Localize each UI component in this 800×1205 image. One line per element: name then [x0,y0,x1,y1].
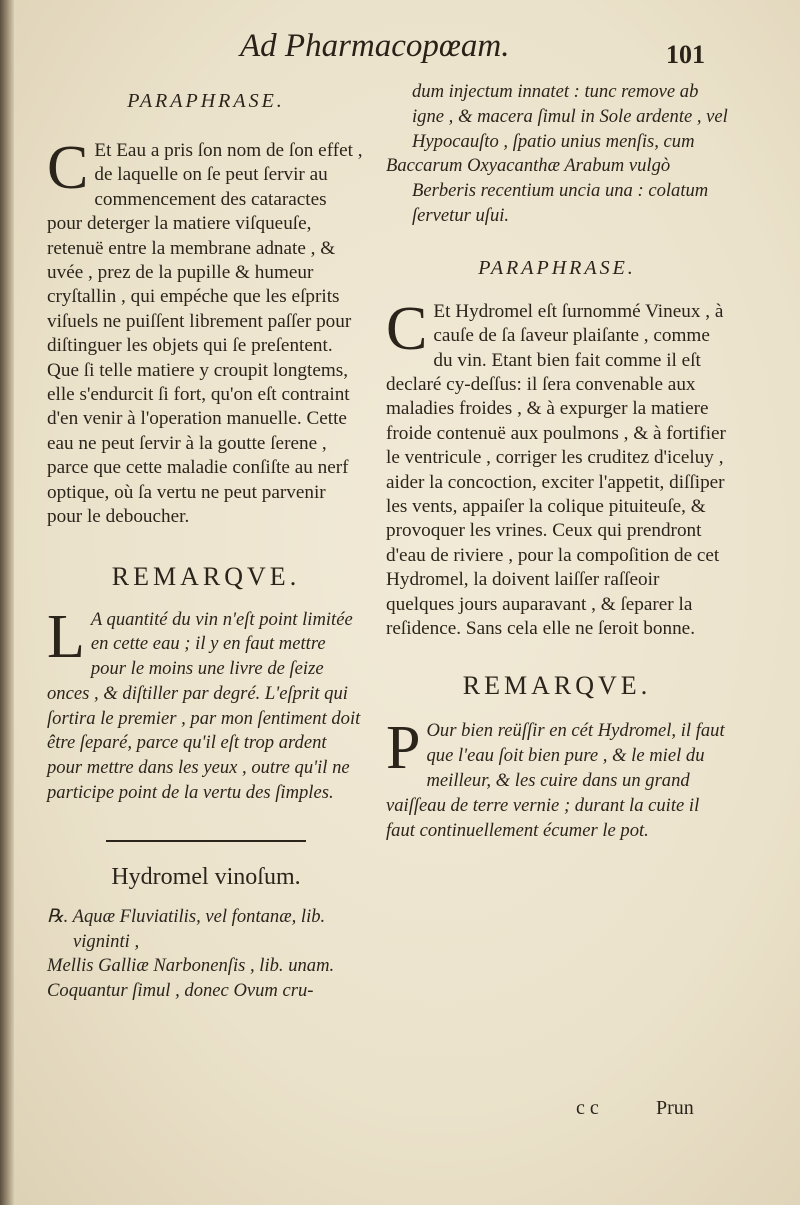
page-number: 101 [666,40,705,69]
paraphrase-text: C Et Hydromel eſt ſurnommé Vineux , à cauſe de ſa ſaveur plaiſante , comme du vin. Etant bien fait comme il eſt declaré cy-deſſus: il ſera convenable aux maladies froides , & à expurger la matiere froide contenuë aux poulmons , & à fortifier le ventricule , corriger les cruditez d'iceluy , aider la concoction, exciter l'appetit, diſſiper les vents, appaiſer la colique pituiteuſe, & provoquer les vrines. Ceux qui prendront d'eau de riviere , pour la compoſition de cet Hydromel, la doivent laiſſer raſſeoir quelques jours auparavant , & ſeparer la reſidence. Sans cela elle ne ſeroit bonne. [386,294,726,640]
catchword: Prun [656,1097,694,1119]
paraphrase-heading: PARAPHRASE. [127,90,285,112]
book-gutter [0,0,14,1205]
recipe-line: Mellis Galliæ Narbonenſis , lib. unam. [47,955,335,977]
remarque-text: L A quantité du vin n'eſt point limitée en cette eau ; il y en faut mettre pour le moins une livre de ſeize onces , & diſtiller par degré. L'eſprit qui ſortira le premier , par mon ſentiment doit être ſeparé, parce qu'il eſt trop ardent pour mettre dans les yeux , outre qu'il ne participe point de la vertu des ſimples. [47,602,361,804]
paraphrase-text: C Et Eau a pris ſon nom de ſon effet , de laquelle on ſe peut ſervir au commencement des cataractes pour deterger la matiere viſqueuſe, retenuë entre la membrane adnate , & uvée , prez de la pupille & humeur cryſtallin , qui empéche que les eſprits viſuels ne puiſſent librement paſſer pour diſtinguer les objets qui ſe preſentent. Que ſi telle matiere y croupit longtems, elle s'endurcit ſi fort, qu'on eſt contraint d'en venir à l'operation manuelle. Cette eau ne peut ſervir à la goutte ſerene , parce que cette maladie conſiſte au nerf optique, où ſa vertu ne peut parvenir pour le deboucher. [47,134,363,528]
remarque-heading: REMARQVE. [462,671,652,701]
recipe-ingredient: Baccarum Oxyacanthæ Arabum vulgò Berberis recentium uncia una : colatum ſervetur uſui. [386,155,709,226]
remarque-heading: REMARQVE. [111,561,301,591]
recipe-continuation: dum injectum innatet : tunc remove ab igne , & macera ſimul in Sole ardente , vel Hypocauſto , ſpatio unius menſis, cum [412,81,728,152]
right-column [386,80,728,843]
paraphrase-heading: PARAPHRASE. [478,256,636,279]
recipe-line: ℞. Aquæ Fluviatilis, vel fontanæ, lib. vigninti , [47,905,326,952]
drop-cap: L [47,602,85,671]
drop-cap: C [386,294,428,363]
drop-cap: P [386,714,421,783]
recipe-heading: Hydromel vinoſum. [111,863,301,890]
remarque-text: P Our bien reüſſir en cét Hydromel, il faut que l'eau ſoit bien pure , & le miel du meilleur, & les cuire dans un grand vaiſſeau de terre vernie ; durant la cuite il faut continuellement écumer le pot. [386,714,725,841]
recipe-line: Coquantur ſimul , donec Ovum cru- [47,980,314,1002]
drop-cap: C [47,134,89,202]
left-column [47,90,365,1004]
signature-mark: c c [576,1097,599,1119]
running-head: Ad Pharmacopœam. [240,28,510,64]
